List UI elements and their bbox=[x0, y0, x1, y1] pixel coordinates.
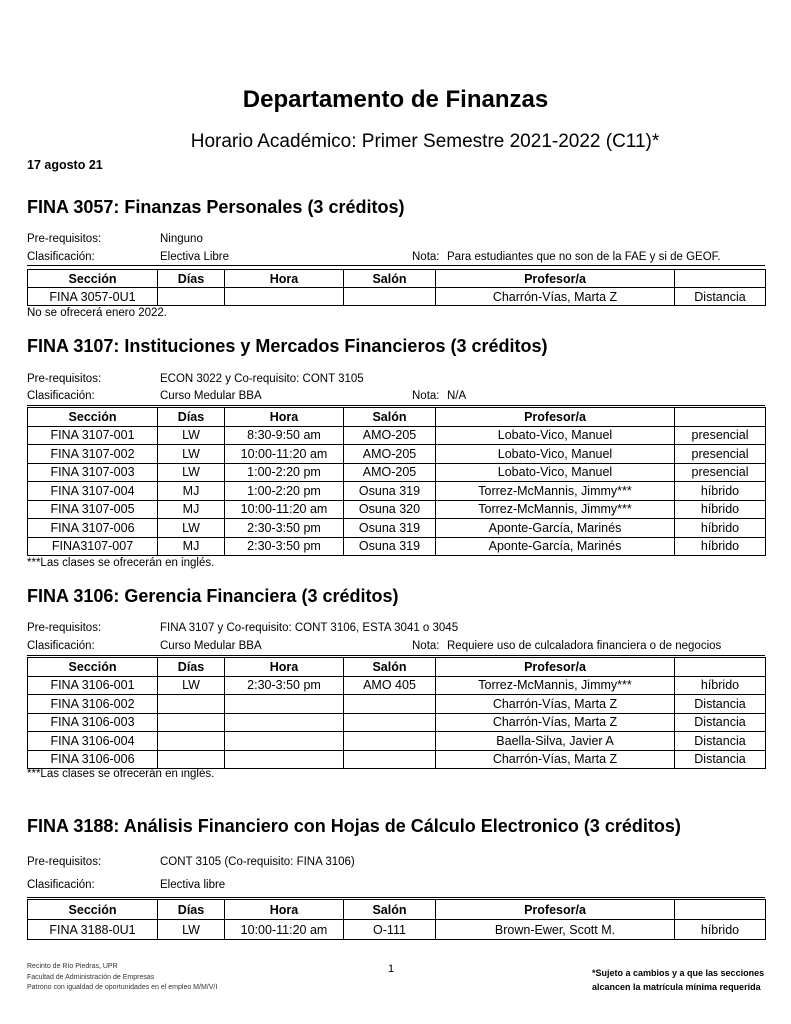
table-row bbox=[28, 463, 766, 482]
footer-institution bbox=[27, 962, 217, 994]
cell-dias: LW bbox=[158, 426, 225, 445]
cell-salon bbox=[344, 288, 436, 306]
table-row bbox=[28, 920, 766, 940]
table-header-row bbox=[28, 658, 766, 677]
cell-seccion: FINA 3106-004 bbox=[28, 732, 158, 751]
cell-salon: Osuna 319 bbox=[344, 482, 436, 501]
divider bbox=[27, 405, 765, 406]
table-header-row bbox=[28, 270, 766, 288]
divider bbox=[27, 655, 765, 656]
cell-seccion: FINA 3107-005 bbox=[28, 500, 158, 519]
cell-dias bbox=[158, 695, 225, 714]
column-header-modalidad bbox=[675, 408, 766, 427]
course-footnote: No se ofrecerá enero 2022. bbox=[27, 307, 168, 319]
cell-hora: 2:30-3:50 pm bbox=[225, 676, 344, 695]
column-header-dias: Días bbox=[158, 658, 225, 677]
note-value: N/A bbox=[447, 390, 467, 402]
classification-value: Curso Medular BBA bbox=[160, 640, 262, 652]
cell-salon: AMO-205 bbox=[344, 445, 436, 464]
cell-hora: 10:00-11:20 am bbox=[225, 920, 344, 940]
classification-value: Electiva Libre bbox=[160, 251, 230, 263]
cell-profesor: Lobato-Vico, Manuel bbox=[436, 426, 675, 445]
note-value: Requiere uso de culcaladora financiera o de negocios bbox=[447, 640, 722, 652]
column-header-profesor: Profesor/a bbox=[436, 270, 675, 288]
prereq-value: Ninguno bbox=[160, 233, 203, 245]
cell-seccion: FINA 3107-003 bbox=[28, 463, 158, 482]
course-footnote: ***Las clases se ofrecerán en inglés. bbox=[27, 557, 215, 569]
classification-label: Clasificación: bbox=[27, 251, 95, 263]
classification-label: Clasificación: bbox=[27, 640, 95, 652]
cell-seccion: FINA3107-007 bbox=[28, 537, 158, 556]
schedule-table bbox=[27, 657, 766, 769]
column-header-hora: Hora bbox=[225, 270, 344, 288]
cell-seccion: FINA 3188-0U1 bbox=[28, 920, 158, 940]
column-header-modalidad bbox=[675, 900, 766, 920]
schedule-table bbox=[27, 407, 766, 556]
course-title: FINA 3107: Instituciones y Mercados Financieros (3 créditos) bbox=[27, 336, 548, 356]
cell-dias: LW bbox=[158, 463, 225, 482]
table-header-row bbox=[28, 900, 766, 920]
table-row bbox=[28, 676, 766, 695]
course-title: FINA 3057: Finanzas Personales (3 créditos) bbox=[27, 197, 405, 217]
classification-label: Clasificación: bbox=[27, 390, 95, 402]
course-title: FINA 3188: Análisis Financiero con Hojas de Cálculo Electronico (3 créditos) bbox=[27, 816, 681, 836]
table-row bbox=[28, 500, 766, 519]
cell-modalidad: híbrido bbox=[675, 519, 766, 538]
divider bbox=[27, 897, 765, 898]
cell-modalidad: Distancia bbox=[675, 695, 766, 714]
cell-salon: AMO-205 bbox=[344, 426, 436, 445]
document-date: 17 agosto 21 bbox=[27, 158, 103, 172]
cell-hora: 10:00-11:20 am bbox=[225, 445, 344, 464]
cell-seccion: FINA 3106-003 bbox=[28, 713, 158, 732]
cell-hora: 1:00-2:20 pm bbox=[225, 463, 344, 482]
cell-dias: LW bbox=[158, 519, 225, 538]
column-header-dias: Días bbox=[158, 270, 225, 288]
table-row bbox=[28, 426, 766, 445]
column-header-modalidad bbox=[675, 658, 766, 677]
cell-profesor: Torrez-McMannis, Jimmy*** bbox=[436, 676, 675, 695]
column-header-salon: Salón bbox=[344, 408, 436, 427]
column-header-profesor: Profesor/a bbox=[436, 408, 675, 427]
column-header-hora: Hora bbox=[225, 900, 344, 920]
cell-hora: 1:00-2:20 pm bbox=[225, 482, 344, 501]
cell-profesor: Aponte-García, Marinés bbox=[436, 519, 675, 538]
cell-salon: Osuna 319 bbox=[344, 519, 436, 538]
cell-modalidad: presencial bbox=[675, 463, 766, 482]
cell-seccion: FINA 3106-002 bbox=[28, 695, 158, 714]
cell-profesor: Charrón-Vías, Marta Z bbox=[436, 695, 675, 714]
cell-hora bbox=[225, 732, 344, 751]
cell-profesor: Torrez-McMannis, Jimmy*** bbox=[436, 482, 675, 501]
cell-salon bbox=[344, 732, 436, 751]
cell-salon: AMO-205 bbox=[344, 463, 436, 482]
table-header-row bbox=[28, 408, 766, 427]
cell-profesor: Brown-Ewer, Scott M. bbox=[436, 920, 675, 940]
course-title: FINA 3106: Gerencia Financiera (3 créditos) bbox=[27, 586, 399, 606]
cell-seccion: FINA 3106-001 bbox=[28, 676, 158, 695]
cell-hora: 2:30-3:50 pm bbox=[225, 519, 344, 538]
cell-modalidad: híbrido bbox=[675, 676, 766, 695]
table-row bbox=[28, 713, 766, 732]
cell-modalidad: Distancia bbox=[675, 288, 766, 306]
prereq-value: ECON 3022 y Co-requisito: CONT 3105 bbox=[160, 373, 364, 385]
classification-value: Electiva libre bbox=[160, 879, 226, 891]
note-label: Nota: bbox=[412, 390, 440, 402]
cell-dias bbox=[158, 288, 225, 306]
cell-profesor: Charrón-Vías, Marta Z bbox=[436, 713, 675, 732]
cell-dias: LW bbox=[158, 445, 225, 464]
note-label: Nota: bbox=[412, 251, 440, 263]
cell-seccion: FINA 3107-002 bbox=[28, 445, 158, 464]
cell-modalidad: Distancia bbox=[675, 713, 766, 732]
table-row bbox=[28, 537, 766, 556]
table-row bbox=[28, 519, 766, 538]
cell-profesor: Lobato-Vico, Manuel bbox=[436, 445, 675, 464]
cell-profesor: Aponte-García, Marinés bbox=[436, 537, 675, 556]
column-header-seccion: Sección bbox=[28, 408, 158, 427]
department-title: Departamento de Finanzas bbox=[242, 86, 549, 113]
footer-line: Facultad de Administración de Empresas bbox=[27, 973, 155, 981]
cell-salon: O-111 bbox=[344, 920, 436, 940]
footer-disclaimer-line: alcancen la matrícula mínima requerida bbox=[592, 982, 761, 992]
classification-value: Curso Medular BBA bbox=[160, 390, 262, 402]
cell-modalidad: híbrido bbox=[675, 482, 766, 501]
column-header-salon: Salón bbox=[344, 658, 436, 677]
column-header-modalidad bbox=[675, 270, 766, 288]
column-header-dias: Días bbox=[158, 900, 225, 920]
column-header-hora: Hora bbox=[225, 658, 344, 677]
cell-hora bbox=[225, 750, 344, 769]
cell-seccion: FINA 3107-004 bbox=[28, 482, 158, 501]
cell-modalidad: Distancia bbox=[675, 732, 766, 751]
table-row bbox=[28, 695, 766, 714]
divider bbox=[27, 265, 765, 266]
note-label: Nota: bbox=[412, 640, 440, 652]
cell-salon: Osuna 320 bbox=[344, 500, 436, 519]
column-header-salon: Salón bbox=[344, 900, 436, 920]
prereq-label: Pre-requisitos: bbox=[27, 622, 102, 634]
prereq-value: FINA 3107 y Co-requisito: CONT 3106, ESTA 3041 o 3045 bbox=[160, 622, 459, 634]
cell-profesor: Torrez-McMannis, Jimmy*** bbox=[436, 500, 675, 519]
cell-hora bbox=[225, 695, 344, 714]
cell-seccion: FINA 3107-001 bbox=[28, 426, 158, 445]
cell-profesor: Charrón-Vías, Marta Z bbox=[436, 750, 675, 769]
table-row bbox=[28, 288, 766, 306]
cell-modalidad: híbrido bbox=[675, 920, 766, 940]
course-footnote: ***Las clases se ofrecerán en inglés. bbox=[27, 768, 215, 780]
schedule-table bbox=[27, 899, 766, 940]
cell-salon: Osuna 319 bbox=[344, 537, 436, 556]
cell-salon: AMO 405 bbox=[344, 676, 436, 695]
cell-dias: LW bbox=[158, 676, 225, 695]
cell-salon bbox=[344, 695, 436, 714]
cell-profesor: Lobato-Vico, Manuel bbox=[436, 463, 675, 482]
page-number: 1 bbox=[388, 963, 395, 975]
column-header-profesor: Profesor/a bbox=[436, 900, 675, 920]
cell-dias: MJ bbox=[158, 500, 225, 519]
table-row bbox=[28, 482, 766, 501]
cell-profesor: Baella-Silva, Javier A bbox=[436, 732, 675, 751]
cell-seccion: FINA 3107-006 bbox=[28, 519, 158, 538]
column-header-seccion: Sección bbox=[28, 900, 158, 920]
prereq-label: Pre-requisitos: bbox=[27, 233, 102, 245]
schedule-title: Horario Académico: Primer Semestre 2021-2022 (C11)* bbox=[190, 131, 660, 152]
cell-hora bbox=[225, 713, 344, 732]
column-header-hora: Hora bbox=[225, 408, 344, 427]
column-header-profesor: Profesor/a bbox=[436, 658, 675, 677]
cell-dias: MJ bbox=[158, 537, 225, 556]
cell-modalidad: presencial bbox=[675, 445, 766, 464]
cell-dias bbox=[158, 750, 225, 769]
column-header-dias: Días bbox=[158, 408, 225, 427]
schedule-table bbox=[27, 269, 766, 306]
cell-dias bbox=[158, 732, 225, 751]
cell-modalidad: híbrido bbox=[675, 537, 766, 556]
table-row bbox=[28, 732, 766, 751]
column-header-seccion: Sección bbox=[28, 658, 158, 677]
column-header-seccion: Sección bbox=[28, 270, 158, 288]
table-row bbox=[28, 750, 766, 769]
cell-hora: 8:30-9:50 am bbox=[225, 426, 344, 445]
cell-seccion: FINA 3057-0U1 bbox=[28, 288, 158, 306]
note-value: Para estudiantes que no son de la FAE y si de GEOF. bbox=[447, 251, 721, 263]
cell-salon bbox=[344, 713, 436, 732]
cell-hora: 10:00-11:20 am bbox=[225, 500, 344, 519]
footer-line: Patrono con igualdad de oportunidades en el empleo M/M/V/I bbox=[27, 984, 218, 991]
cell-dias: LW bbox=[158, 920, 225, 940]
cell-profesor: Charrón-Vías, Marta Z bbox=[436, 288, 675, 306]
column-header-salon: Salón bbox=[344, 270, 436, 288]
cell-hora: 2:30-3:50 pm bbox=[225, 537, 344, 556]
prereq-label: Pre-requisitos: bbox=[27, 373, 102, 385]
cell-hora bbox=[225, 288, 344, 306]
footer-disclaimer bbox=[592, 966, 764, 994]
cell-modalidad: Distancia bbox=[675, 750, 766, 769]
table-row bbox=[28, 445, 766, 464]
prereq-value: CONT 3105 (Co-requisito: FINA 3106) bbox=[160, 856, 355, 868]
prereq-label: Pre-requisitos: bbox=[27, 856, 102, 868]
footer-line: Recinto de Río Piedras, UPR bbox=[27, 963, 118, 970]
classification-label: Clasificación: bbox=[27, 879, 95, 891]
cell-modalidad: presencial bbox=[675, 426, 766, 445]
cell-dias bbox=[158, 713, 225, 732]
cell-modalidad: híbrido bbox=[675, 500, 766, 519]
cell-seccion: FINA 3106-006 bbox=[28, 750, 158, 769]
cell-dias: MJ bbox=[158, 482, 225, 501]
cell-salon bbox=[344, 750, 436, 769]
footer-disclaimer-line: *Sujeto a cambios y a que las secciones bbox=[592, 968, 765, 978]
